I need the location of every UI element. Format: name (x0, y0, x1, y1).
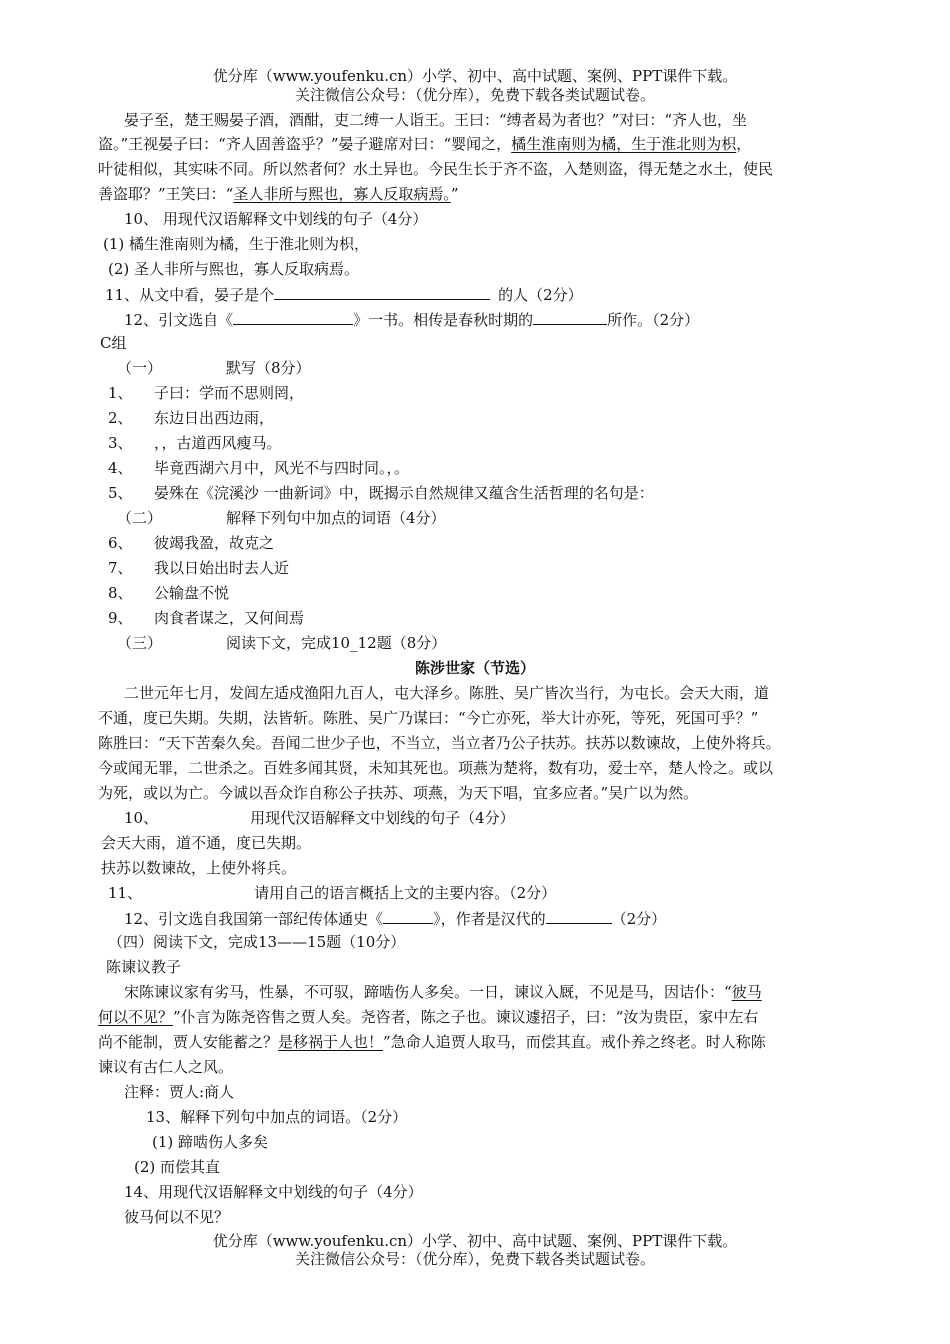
footer-line-2: 关注微信公众号：（优分库），免费下载各类试题试卷。 (294, 1250, 655, 1268)
item-1: 1、 子曰：学而不思则罔， (108, 384, 305, 402)
c-q10-sentence-2: 扶苏以数谏故，上使外将兵。 (101, 859, 297, 877)
passage2-line-1: 二世元年七月，发闾左适戍渔阳九百人，屯大泽乡。陈胜、吴广皆次当行，为屯长。会天大雨，道 (124, 684, 770, 702)
passage2-line-4: 今或闻无罪，二世杀之。百姓多闻其贤，未知其死也。项燕为楚将，数有功，爱士卒，楚人怜之。或以 (98, 759, 774, 777)
q11: 11、从文中看，晏子是个 的人（2分） (105, 286, 583, 304)
q14-sentence-1: 彼马何以不见？ (124, 1208, 230, 1226)
section-1-heading: （一） 默写（8分） (117, 359, 311, 377)
passage1-line-2: 盗。”王视晏子曰：“齐人固善盗乎？”晏子避席对曰：“婴闻之，橘生淮南则为橘，生于淮北则为枳， (98, 135, 752, 153)
passage3-line-1: 宋陈谏议家有劣马，性暴，不可驭，蹄啮伤人多矣。一日，谏议入厩，不见是马，因诘仆：“彼马 (124, 983, 762, 1001)
q10-sentence-2: (2) 圣人非所与熙也，寡人反取病焉。 (108, 260, 360, 278)
passage1-line-4: 善盗耶？”王笑曰：“圣人非所与熙也，寡人反取病焉。” (98, 185, 459, 203)
passage3-note: 注释：贾人:商人 (124, 1083, 235, 1101)
passage3-line-4: 谏议有古仁人之风。 (98, 1058, 234, 1076)
q13-sentence-2: (2) 而偿其直 (134, 1158, 221, 1176)
c-q12: 12、引文选自我国第一部纪传体通史《 》，作者是汉代的 （2分） (124, 910, 667, 928)
underlined-sentence-4: 是移祸于人也！ (278, 1033, 384, 1051)
q11-blank[interactable] (274, 284, 490, 300)
item-3: 3、 ，，古道西风瘦马。 (108, 434, 282, 452)
section-3-heading: （三） 阅读下文，完成10_12题（8分） (117, 634, 447, 652)
underlined-sentence-3b: 何以不见？ (98, 1008, 174, 1026)
q12-blank-book[interactable] (233, 309, 353, 325)
item-8: 8、 公输盘不悦 (108, 584, 230, 602)
passage3-line-2: 何以不见？”仆言为陈尧咨售之贾人矣。尧咨者，陈之子也。谏议遽招子，曰：“汝为贵臣，家中左右 (98, 1008, 759, 1026)
passage2-title: 陈涉世家（节选） (414, 659, 535, 677)
c-q10-sentence-1: 会天大雨，道不通，度已失期。 (101, 834, 312, 852)
group-c-label: C组 (100, 334, 127, 352)
item-5: 5、 晏殊在《浣溪沙 一曲新词》中，既揭示自然规律又蕴含生活哲理的名句是： (108, 484, 654, 502)
item-2: 2、 东边日出西边雨， (108, 409, 275, 427)
q13-title: 13、解释下列句中加点的词语。（2分） (146, 1108, 408, 1126)
passage1-line-3: 叶徒相似，其实味不同。所以然者何？水土异也。今民生长于齐不盗，入楚则盗，得无楚之水土，使民 (98, 160, 774, 178)
q12: 12、引文选自《 》一书。相传是春秋时期的 所作。（2分） (124, 311, 700, 329)
underlined-sentence-1: 橘生淮南则为橘，生于淮北则为枳 (511, 135, 737, 153)
item-4: 4、 毕竟西湖六月中，风光不与四时同。，。 (108, 459, 410, 477)
item-7: 7、 我以日始出时去人近 (108, 559, 290, 577)
header-line-1: 优分库（www.youfenku.cn）小学、初中、高中试题、案例、PPT课件下载。 (212, 67, 738, 85)
footer-line-1: 优分库（www.youfenku.cn）小学、初中、高中试题、案例、PPT课件下载。 (212, 1232, 738, 1250)
passage1-line-1: 晏子至，楚王赐晏子酒，酒酣，吏二缚一人诣王。王曰：“缚者曷为者也？”对曰：“齐人也，坐 (124, 111, 748, 129)
passage2-line-2: 不通，度已失期。失期，法皆斩。陈胜、吴广乃谋曰：“今亡亦死，举大计亦死，等死，死国可乎？” (98, 709, 759, 727)
q14-title: 14、用现代汉语解释文中划线的句子（4分） (124, 1183, 423, 1201)
q10-sentence-1: (1) 橘生淮南则为橘，生于淮北则为枳， (103, 235, 370, 253)
passage3-title: 陈谏议教子 (106, 958, 182, 976)
passage2-line-3: 陈胜曰：“天下苦秦久矣。吾闻二世少子也，不当立，当立者乃公子扶苏。扶苏以数谏故，上使外将兵。 (98, 734, 781, 752)
section-2-heading: （二） 解释下列句中加点的词语（4分） (117, 509, 446, 527)
c-q12-blank-book[interactable] (383, 908, 433, 924)
c-q12-blank-author[interactable] (546, 908, 612, 924)
underlined-sentence-3a: 彼马 (731, 983, 762, 1001)
underlined-sentence-2: 圣人非所与熙也，寡人反取病焉。 (233, 185, 451, 203)
c-q11: 11、 请用自己的语言概括上文的主要内容。（2分） (108, 884, 557, 902)
passage2-line-5: 为死，或以为亡。今诚以吾众诈自称公子扶苏、项燕，为天下唱，宜多应者。”吴广以为然。 (98, 784, 699, 802)
item-9: 9、 肉食者谋之，又何间焉 (108, 609, 305, 627)
q12-blank-author[interactable] (533, 309, 607, 325)
header-line-2: 关注微信公众号：（优分库），免费下载各类试题试卷。 (294, 86, 655, 104)
item-6: 6、 彼竭我盈，故克之 (108, 534, 275, 552)
c-q10-title: 10、 用现代汉语解释文中划线的句子（4分） (124, 809, 515, 827)
q13-sentence-1: (1) 蹄啮伤人多矣 (152, 1133, 269, 1151)
passage3-line-3: 尚不能制，贾人安能蓄之？是移祸于人也！”急命人追贾人取马，而偿其直。戒仆养之终老。时人称陈 (98, 1033, 766, 1051)
section-4-heading: （四）阅读下文，完成13——15题（10分） (108, 933, 406, 951)
q10-title: 10、 用现代汉语解释文中划线的句子（4分） (124, 210, 428, 228)
